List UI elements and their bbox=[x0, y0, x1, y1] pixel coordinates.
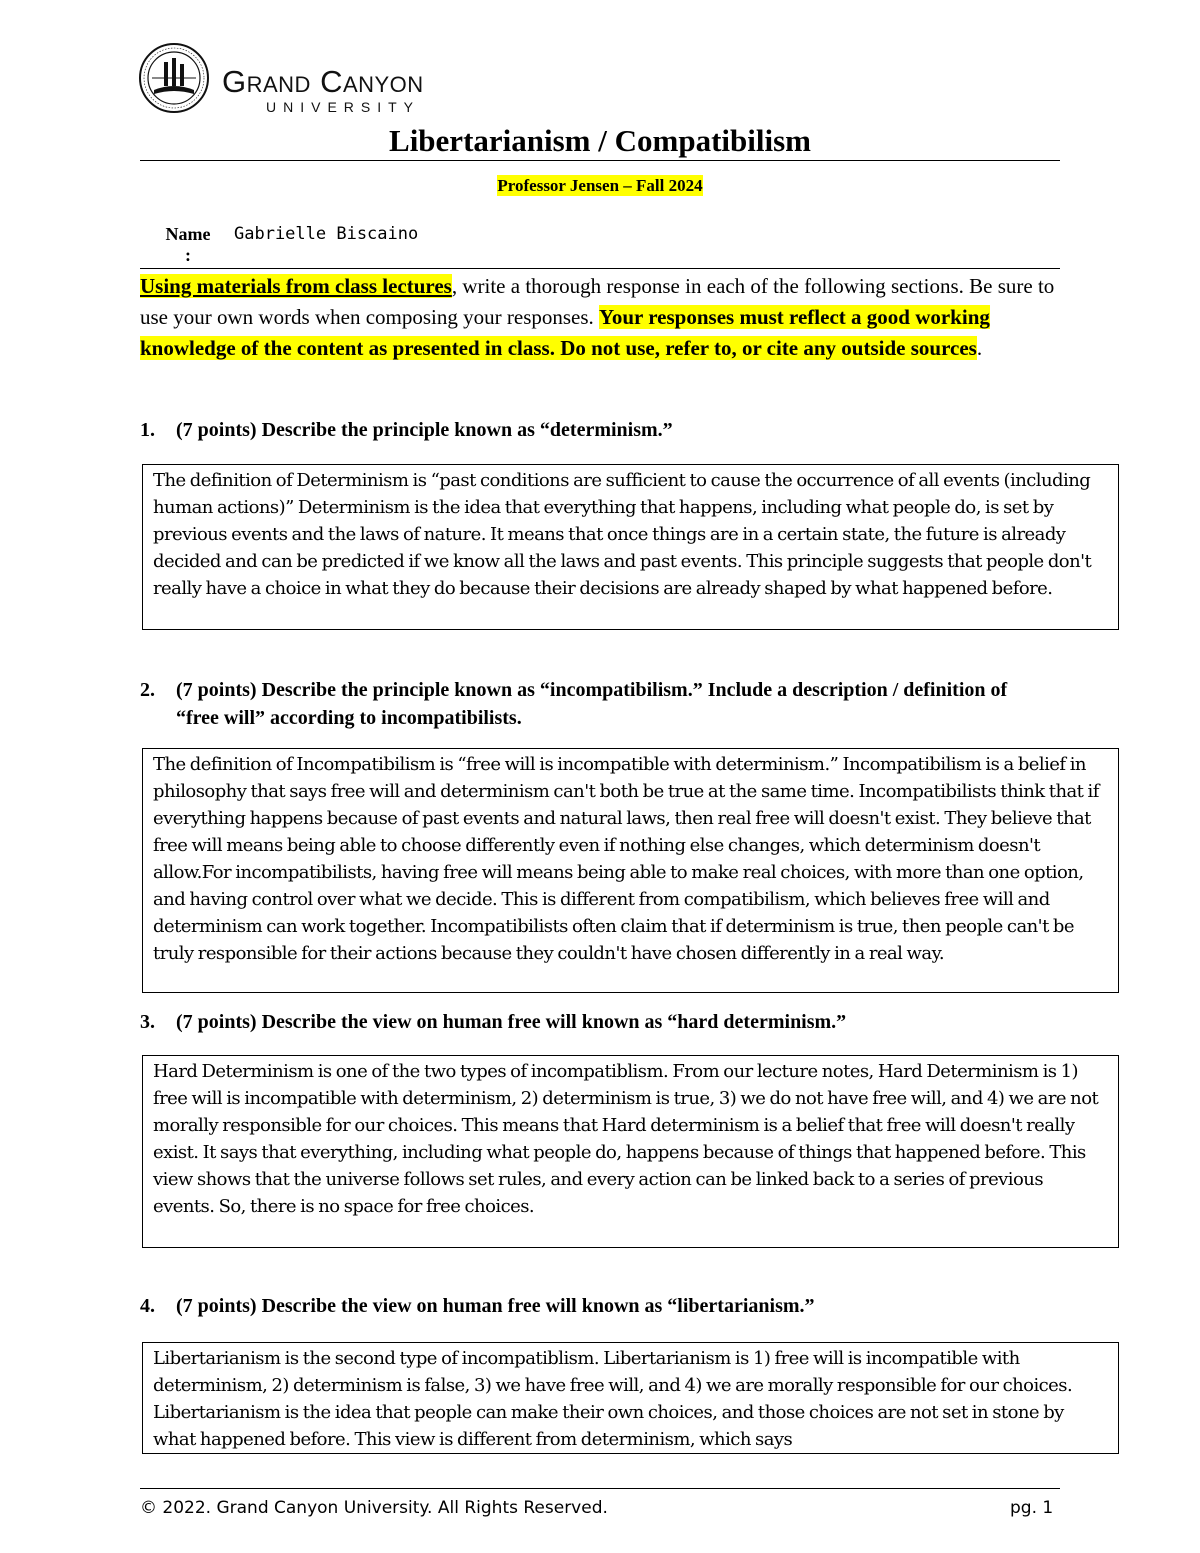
instructions-highlight-1: Using materials from class lectures bbox=[140, 274, 452, 298]
name-divider bbox=[140, 268, 1060, 269]
professor-line bbox=[140, 176, 1060, 196]
answer-box-4[interactable]: Libertarianism is the second type of incompatiblism. Libertarianism is 1) free will is incompatible with determinism, 2) determinism is false, 3) we have free will, and 4) we are morally responsible for our choices. Libertarianism is the idea that people can make their own choices, and those choices are not set in stone by what happened before. This view is different from determinism, which says bbox=[142, 1342, 1119, 1454]
question-number: 1. bbox=[140, 419, 155, 441]
question-number: 4. bbox=[140, 1295, 155, 1317]
instructions-end: . bbox=[976, 336, 983, 360]
footer-page-number: pg. 1 bbox=[1010, 1498, 1054, 1518]
instructions-text: , write a thorough response in each of the following sections. Be sure to use your own words when composing your responses. bbox=[140, 274, 1055, 329]
professor-term: Professor Jensen – Fall 2024 bbox=[497, 176, 703, 195]
footer-copyright: © 2022. Grand Canyon University. All Rights Reserved. bbox=[140, 1498, 608, 1518]
question-2 bbox=[140, 676, 1050, 732]
question-4 bbox=[140, 1292, 1050, 1320]
question-1 bbox=[140, 416, 1050, 444]
brand-name: Grand Canyon bbox=[222, 64, 424, 99]
brand-subtitle: UNIVERSITY bbox=[266, 99, 421, 115]
instructions-highlight-2: Your responses must reflect a good working knowledge of the content as presented in class. Do not use, refer to, or cite any outside sources bbox=[140, 305, 990, 360]
page-title: Libertarianism / Compatibilism bbox=[389, 123, 811, 158]
instructions bbox=[140, 271, 1075, 364]
title-divider bbox=[140, 160, 1060, 161]
question-prompt: (7 points) Describe the principle known as “incompatibilism.” Include a description / definition of “free will” according to incompatibilists. bbox=[176, 679, 1008, 729]
name-field[interactable]: Gabrielle Biscaino bbox=[234, 224, 419, 244]
answer-box-1[interactable]: The definition of Determinism is “past conditions are sufficient to cause the occurrence of all events (including human actions)” Determinism is the idea that everything that happens, including what people do, is set by previous events and the laws of nature. It means that once things are in a certain state, the future is already decided and can be predicted if we know all the laws and past events. This principle suggests that people don't really have a choice in what they do because their decisions are already shaped by what happened before. bbox=[142, 464, 1119, 630]
question-number: 3. bbox=[140, 1011, 155, 1033]
question-3 bbox=[140, 1008, 1050, 1036]
footer-divider bbox=[140, 1488, 1060, 1489]
answer-box-2[interactable]: The definition of Incompatibilism is “free will is incompatible with determinism.” Incompatibilism is a belief in philosophy that says free will and determinism can't both be true at the same time. Incompatibilists think that if everything happens because of past events and natural laws, then real free will doesn't exist. They believe that free will means being able to choose differently even if nothing else changes, which determinism doesn't allow.For incompatibilists, having free will means being able to make real choices, with more than one option, and having control over what we decide. This is different from compatibilism, which believes free will and determinism can work together. Incompatibilists often claim that if determinism is true, then people can't be truly responsible for their actions because they couldn't have chosen differently in a real way. bbox=[142, 748, 1119, 993]
question-prompt: (7 points) Describe the principle known as “determinism.” bbox=[176, 419, 673, 441]
answer-box-3[interactable]: Hard Determinism is one of the two types of incompatiblism. From our lecture notes, Hard Determinism is 1) free will is incompatible with determinism, 2) determinism is true, 3) we do not have free will, and 4) we are not morally responsible for our choices. This means that Hard determinism is a belief that free will doesn't really exist. It says that everything, including what people do, happens because of things that happened before. This view shows that the universe follows set rules, and every action can be linked back to a series of previous events. So, there is no space for free choices. bbox=[142, 1055, 1119, 1248]
name-label: Name : bbox=[165, 224, 211, 265]
question-prompt: (7 points) Describe the view on human free will known as “libertarianism.” bbox=[176, 1295, 815, 1317]
question-number: 2. bbox=[140, 679, 155, 701]
question-prompt: (7 points) Describe the view on human free will known as “hard determinism.” bbox=[176, 1011, 847, 1033]
university-seal-logo bbox=[138, 42, 210, 114]
